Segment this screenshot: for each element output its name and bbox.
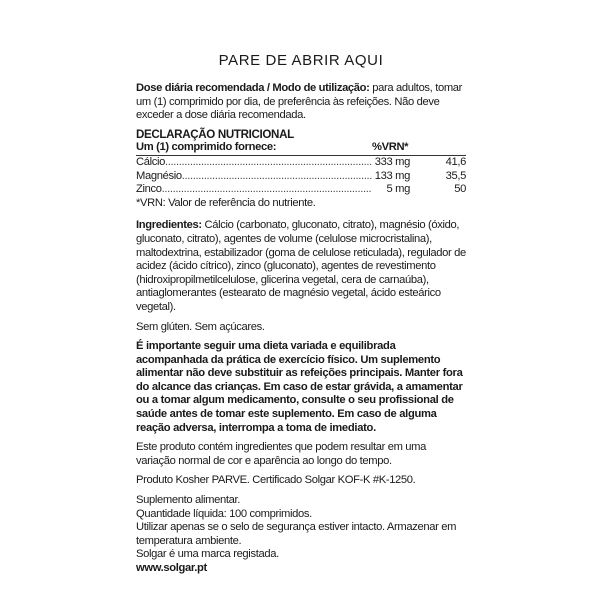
- label-text-column: [136, 52, 466, 576]
- dose-paragraph: [136, 82, 466, 123]
- nutrition-table: [136, 156, 466, 197]
- dose-label: Dose diária recomendada / Modo de utilização:: [136, 82, 370, 94]
- nutrient-vrn: 41,6: [445, 155, 466, 168]
- leader-dots: [182, 170, 372, 184]
- ingredients-label: Ingredientes:: [136, 219, 202, 232]
- nutrition-serving-header: Um (1) comprimido fornece:: [136, 141, 277, 154]
- nutrient-name: Magnésio: [136, 169, 182, 182]
- nutrition-row: [136, 156, 466, 170]
- nutrient-name: Cálcio: [136, 155, 165, 168]
- nutrient-vrn: 35,5: [445, 169, 466, 182]
- nutrition-row: [136, 183, 466, 197]
- ingredients-paragraph: [136, 219, 466, 314]
- warning-text: É importante seguir uma dieta variada e equilibrada acompanhada da prática de exercício físico. Um suplemento alimentar não deve substituir as refeições principais. Manter fora do alcance das crianças. Em caso de estar grávida, a amamentar ou a tomar algum medicamento, consulte o seu profissional de saúde antes de tomar este suplemento. Em caso de alguma reação adversa, interrompa a toma de imediato.: [136, 340, 463, 434]
- nutrient-name: Zinco: [136, 183, 162, 196]
- nutrition-column-headers: [136, 141, 466, 156]
- dose-text: para adultos, tomar um (1) comprimido por dia, de preferência às refeições. Não deve exceder a dose diária recomendada.: [136, 82, 463, 122]
- page-title: PARE DE ABRIR AQUI: [218, 52, 384, 69]
- free-from-text: Sem glúten. Sem açúcares.: [136, 320, 265, 333]
- nutrient-amount: 133 mg: [374, 169, 410, 182]
- food-supplement-text: Suplemento alimentar.: [136, 494, 240, 507]
- kosher-text: Produto Kosher PARVE. Certificado Solgar KOF-K #K-1250.: [136, 474, 416, 487]
- website-link[interactable]: www.solgar.pt: [136, 562, 207, 574]
- nutrition-heading: DECLARAÇÃO NUTRICIONAL: [136, 127, 294, 141]
- variation-text: Este produto contém ingredientes que podem resultar em uma variação normal de cor e aparência ao longo do tempo.: [136, 441, 427, 467]
- nutrition-vrn-header: %VRN*: [372, 141, 409, 154]
- nutrient-vrn: 50: [454, 183, 466, 196]
- seal-text: Utilizar apenas se o selo de segurança estiver intacto. Armazenar em temperatura ambiente.: [136, 521, 457, 547]
- ingredients-text: Cálcio (carbonato, gluconato, citrato), magnésio (óxido, gluconato, citrato), agentes de volume (celulose microcristalina), maltodextrina, estabilizador (goma de celulose reticulada), regulador de acidez (ácido cítrico), zinco (gluconato), agentes de revestimento (hidroxipropilmetilcelulose, glicerina vegetal, cera de carnaúba), antiaglomerantes (estearato de magnésio vegetal, ácido esteárico vegetal).: [136, 219, 466, 313]
- nutrition-footnote: *VRN: Valor de referência do nutriente.: [136, 196, 316, 209]
- nutrient-amount: 333 mg: [374, 155, 410, 168]
- leader-dots: [165, 156, 372, 170]
- trademark-text: Solgar é uma marca registada.: [136, 548, 279, 561]
- leader-dots: [162, 183, 372, 197]
- quantity-text: Quantidade líquida: 100 comprimidos.: [136, 507, 312, 520]
- nutrition-row: [136, 170, 466, 184]
- nutrient-amount: 5 mg: [386, 183, 410, 196]
